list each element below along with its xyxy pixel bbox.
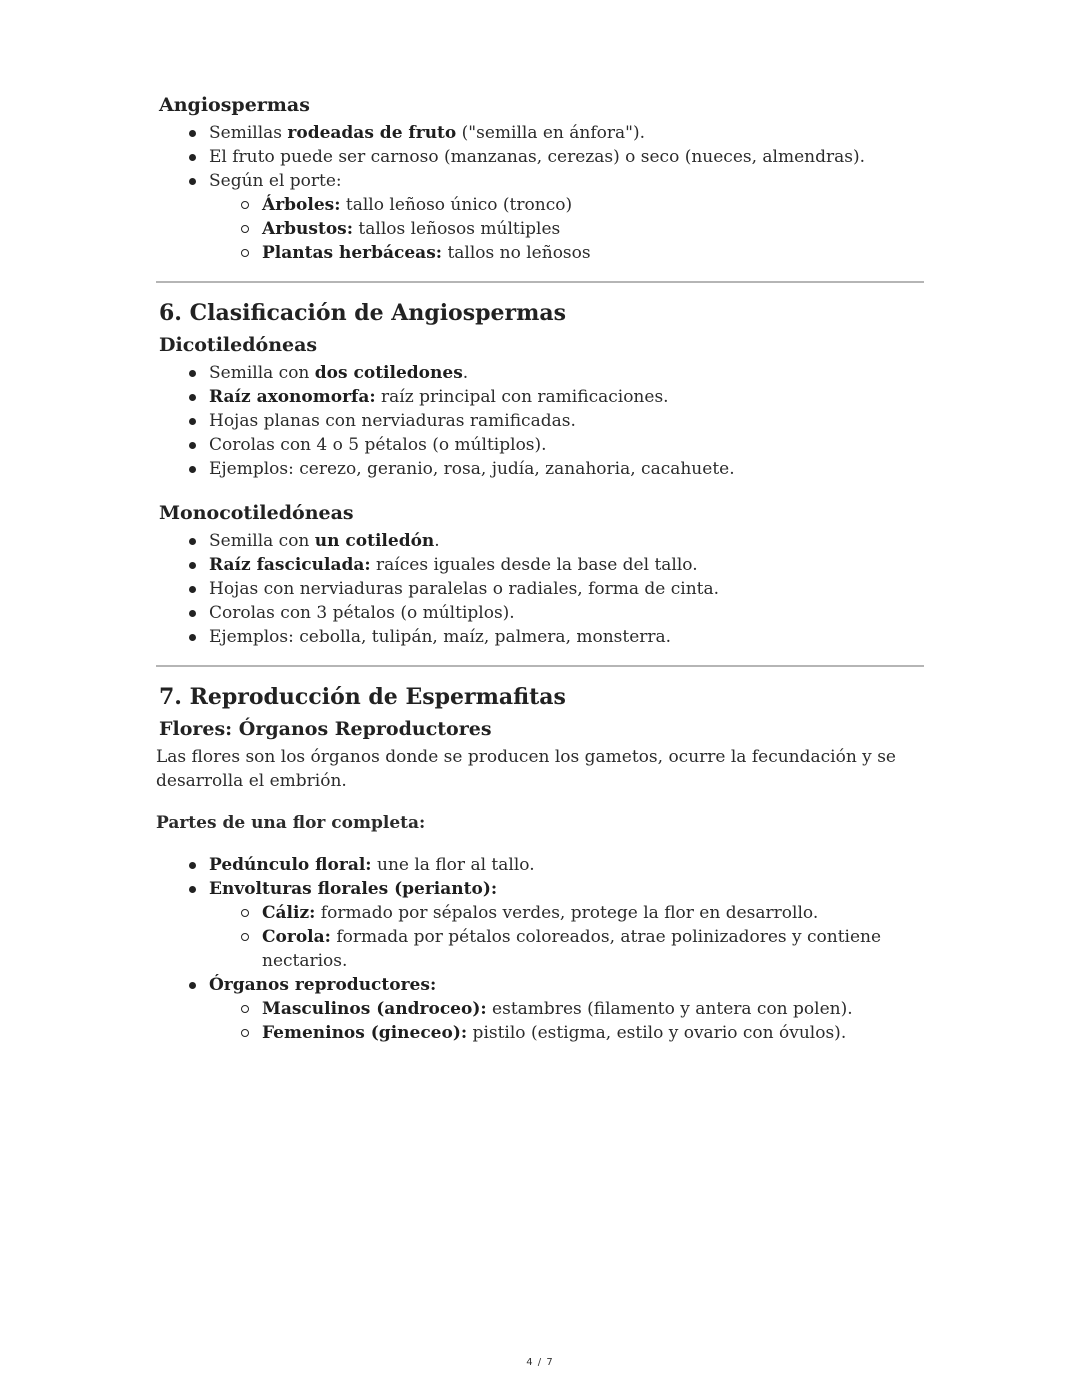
spacer — [156, 481, 924, 500]
list-item: Hojas planas con nerviaduras ramificadas. — [156, 409, 924, 433]
flores-intro: Las flores son los órganos donde se producen los gametos, ocurre la fecundación y se desarrolla el embrión. — [156, 747, 896, 791]
page-number: 4 / 7 — [526, 1357, 554, 1368]
dicotiledoneas-list — [156, 361, 924, 481]
dicotiledoneas-heading: Dicotiledóneas — [159, 334, 318, 356]
list-item: Árboles: tallo leñoso único (tronco) — [209, 193, 924, 217]
section-7-title: 7. Reproducción de Espermafitas — [159, 684, 566, 710]
list-item: Arbustos: tallos leñosos múltiples — [209, 217, 924, 241]
angiospermas-list — [156, 121, 924, 265]
organos-list — [209, 997, 924, 1045]
angiospermas-heading: Angiospermas — [159, 94, 310, 116]
monocotiledoneas-heading: Monocotiledóneas — [159, 502, 354, 524]
list-item: Envolturas florales (perianto): Cáliz: formado por sépalos verdes, protege la flor en desarrollo. Corola: formada por pétalos coloreados, atrae polinizadores y contiene nectarios. — [156, 877, 924, 973]
section-6-title: 6. Clasificación de Angiospermas — [159, 300, 567, 326]
list-item: Semillas rodeadas de fruto ("semilla en ánfora"). — [156, 121, 924, 145]
list-item: Órganos reproductores: Masculinos (androceo): estambres (filamento y antera con polen). Femeninos (gineceo): pistilo (estigma, estilo y ovario con óvulos). — [156, 973, 924, 1045]
porte-list — [209, 193, 924, 265]
list-item: Corolas con 3 pétalos (o múltiplos). — [156, 601, 924, 625]
list-item: Cáliz: formado por sépalos verdes, protege la flor en desarrollo. — [209, 901, 924, 925]
list-item: Raíz fasciculada: raíces iguales desde la base del tallo. — [156, 553, 924, 577]
monocotiledoneas-list — [156, 529, 924, 649]
list-item: Femeninos (gineceo): pistilo (estigma, estilo y ovario con óvulos). — [209, 1021, 924, 1045]
list-item: Corola: formada por pétalos coloreados, atrae polinizadores y contiene nectarios. — [209, 925, 924, 973]
section-divider — [156, 665, 924, 667]
partes-label: Partes de una flor completa: — [156, 813, 426, 833]
list-item: Pedúnculo floral: une la flor al tallo. — [156, 853, 924, 877]
list-item: Ejemplos: cerezo, geranio, rosa, judía, zanahoria, cacahuete. — [156, 457, 924, 481]
list-item: Según el porte: Árboles: tallo leñoso único (tronco) Arbustos: tallos leñosos múltiples Plantas herbáceas: tallos no leñosos — [156, 169, 924, 265]
section-divider — [156, 281, 924, 283]
partes-list — [156, 853, 924, 1045]
list-item: Raíz axonomorfa: raíz principal con ramificaciones. — [156, 385, 924, 409]
list-item: Semilla con un cotiledón. — [156, 529, 924, 553]
envolturas-list — [209, 901, 924, 973]
page-content — [156, 92, 924, 1045]
list-item: Semilla con dos cotiledones. — [156, 361, 924, 385]
list-item: Masculinos (androceo): estambres (filamento y antera con polen). — [209, 997, 924, 1021]
list-item: Plantas herbáceas: tallos no leñosos — [209, 241, 924, 265]
list-item: Corolas con 4 o 5 pétalos (o múltiplos). — [156, 433, 924, 457]
list-item: El fruto puede ser carnoso (manzanas, cerezas) o seco (nueces, almendras). — [156, 145, 924, 169]
flores-heading: Flores: Órganos Reproductores — [159, 718, 492, 740]
list-item: Hojas con nerviaduras paralelas o radiales, forma de cinta. — [156, 577, 924, 601]
list-item: Ejemplos: cebolla, tulipán, maíz, palmera, monsterra. — [156, 625, 924, 649]
